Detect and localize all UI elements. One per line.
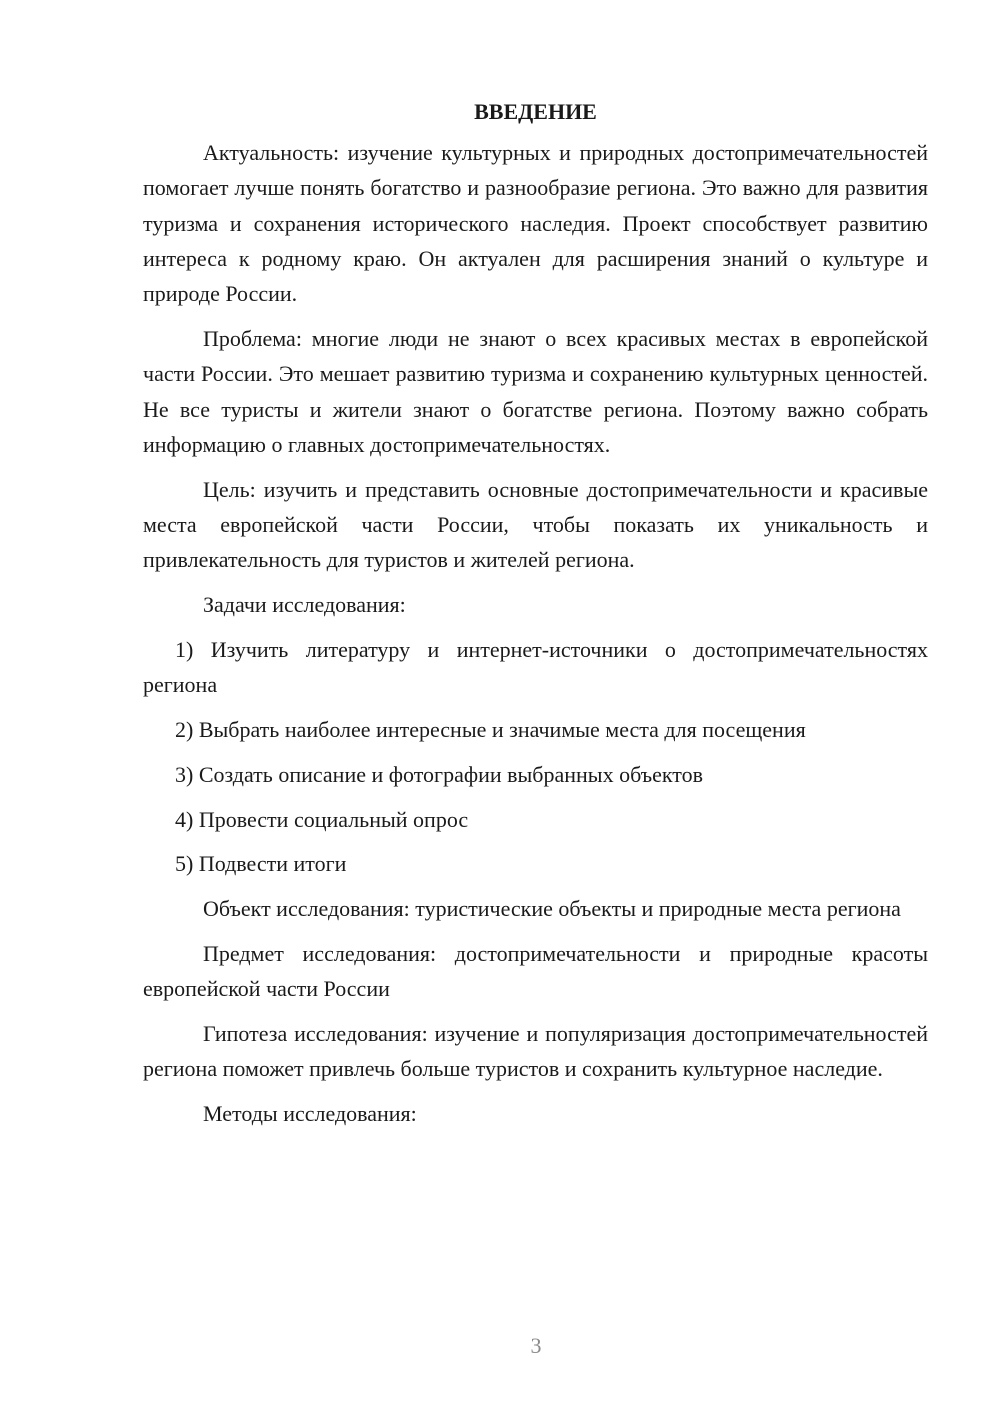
tasks-heading: Задачи исследования: bbox=[203, 592, 406, 618]
tasks-list bbox=[143, 632, 928, 882]
subject-paragraph: Предмет исследования: достопримечательности и природные красоты европейской части России bbox=[143, 940, 928, 1002]
section-title: ВВЕДЕНИЕ bbox=[474, 99, 597, 124]
page-number: 3 bbox=[530, 1333, 542, 1358]
task-item: 4) Провести социальный опрос bbox=[175, 806, 469, 832]
task-item: 3) Создать описание и фотографии выбранных объектов bbox=[175, 761, 703, 787]
object-paragraph: Объект исследования: туристические объекты и природные места региона bbox=[203, 896, 901, 922]
task-item: 1) Изучить литературу и интернет-источники о достопримечательностях региона bbox=[143, 636, 928, 698]
hypothesis-paragraph: Гипотеза исследования: изучение и популяризация достопримечательностей региона поможет привлечь больше туристов и сохранить культурное наследие. bbox=[143, 1021, 928, 1082]
goal-paragraph: Цель: изучить и представить основные достопримечательности и красивые места европейской части России, чтобы показать их уникальность и привлекательность для туристов и жителей региона. bbox=[143, 476, 928, 573]
page-content bbox=[143, 94, 928, 1141]
task-item: 5) Подвести итоги bbox=[175, 851, 347, 877]
problem-paragraph: Проблема: многие люди не знают о всех красивых местах в европейской части России. Это мешает развитию туризма и сохранению культурных ценностей. Не все туристы и жители знают о богатстве региона. Поэтому важно собрать информацию о главных достопримечательностях. bbox=[143, 325, 928, 457]
task-item: 2) Выбрать наиболее интересные и значимые места для посещения bbox=[175, 716, 806, 742]
methods-heading: Методы исследования: bbox=[203, 1101, 417, 1127]
relevance-paragraph: Актуальность: изучение культурных и природных достопримечательностей помогает лучше понять богатство и разнообразие региона. Это важно для развития туризма и сохранения исторического наследия. Проект способствует развитию интереса к родному краю. Он актуален для расширения знаний о культуре и природе России. bbox=[143, 140, 928, 307]
